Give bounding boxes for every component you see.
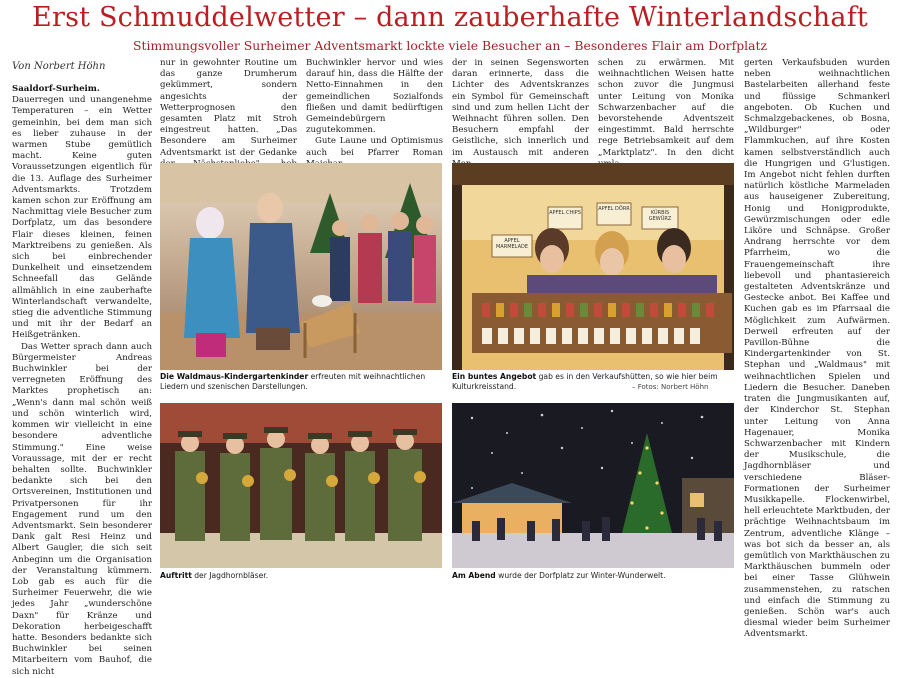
paragraph: gerten Verkaufsbuden wurden neben weihnachtlichen Bastelarbeiten allerhand feste und flüssige Schmankerl angeboten. Ob Kuchen und Schmalzgebackenes, ob Bosna, „Wildburger" oder Flammkuchen, auf ihre Kosten kamen selbstverständlich auch die Hungrigen und G'lustigen. Im Angebot nicht fehlen durften natürlich köstliche Marmeladen aus hauseigener Zubereitung, Honig und Honigprodukte, Gewürzmischungen oder edle Liköre und Schnäpse. Großer Andrang herrschte vor dem Pfarrheim, wo die Frauengemeinschaft ihre liebevoll und phantasiereich gestalteten Adventskränze und Gestecke anbot. Bei Kaffee und Kuchen gab es im Pfarrsaal die Möglichkeit zum Aufwärmen. Derweil erfreuten auf der Pavillon-Bühne die Kindergartenkinder von St. Stephan und „Waldmaus" mit weihnachtlichen Spielen und Liedern die Besucher. Daneben traten die Jungmusikanten auf, der Kinderchor St. Stephan unter Leitung von Anna Hagenauer, Monika Schwarzenbacher mit Kindern der Musikschule, die Jagdhornbläser und verschiedene Bläser-Formationen der Surheimer Musikkapelle. Flockenwirbel, hell erleuchtete Marktbuden, der prächtige Weihnachtsbaum im Zentrum, adventliche Klänge – was bot sich da besser an, als gemütlich von Markthäuschen zu Markthäuschen bummeln oder bei einer Tasse Glühwein zusammenstehen, zu ratschen und einfach die Stimmung zu genießen. Schön war's auch diesmal wieder beim Surheimer Adventsmarkt. [744, 58, 890, 640]
caption-photo-3: Auftritt der Jagdhornbläser. [160, 571, 269, 580]
article-column-2 [160, 58, 297, 158]
caption-photo-2: Ein buntes Angebot gab es in den Verkaufshütten, so wie hier beim Kulturkreisstand. [452, 372, 718, 391]
stall-sign: APFEL MARMELADE [495, 238, 528, 250]
article-column-4 [452, 58, 589, 158]
photo-horn-players [160, 403, 442, 568]
byline: Von Norbert Höhn [12, 61, 106, 72]
stall-sign: APFEL CHIPS [549, 210, 581, 216]
paragraph: Dauerregen und unangenehme Temperaturen – ein Wetter gemeinhin, bei dem man sich es lieber zuhause in der warmen Stube gemütlich macht. Keine guten Voraussetzungen eigentlich für die 13. Auflage des Surheimer Adventsmarkts. Trotzdem kamen schon zur Eröffnung am Nachmittag viele Besucher zum Dorfplatz, um das besondere Flair dieses kleinen, feinen Marktreibens zu genießen. Als sich bei einbrechender Dunkelheit und einsetzendem Schneefall das Gelände allmählich in eine zauberhafte Winterlandschaft verwandelte, stieg die adventliche Stimmung und mit ihr der Bedarf an Heißgetränken. [12, 95, 152, 341]
photo-evening-market [452, 403, 734, 568]
photo-credit: – Fotos: Norbert Höhn [632, 383, 709, 391]
paragraph: nur in gewohnter Routine um das ganze Drumherum gekümmert, sondern angesichts der Wetterprognosen den gesamten Platz mit Stroh eingestreut hatten. „Das Besondere am Surheimer Adventsmarkt ist der Gedanke [160, 58, 297, 158]
paragraph: Buchwinkler hervor und wies darauf hin, dass die Hälfte der Netto-Einnahmen in den gemeindlichen Sozialfonds fließen und damit bedürftigen Gemeindebürgern zugutekommen. [306, 58, 443, 136]
article-column-5 [598, 58, 734, 158]
dateline: Saaldorf-Surheim. [12, 84, 100, 94]
photo-kindergarten-children [160, 163, 442, 370]
paragraph: Gute Laune und Optimismus auch bei Pfarrer Roman [306, 136, 443, 158]
article-column-6 [744, 58, 890, 640]
paragraph: der in seinen Segensworten daran erinnerte, dass die Lichter des Adventskranzes ein Symbol für Gemeinschaft sind und zum hellen Licht der Weihnacht führen sollen. Den Besuchern empfahl der Geistliche, sich innerlich und im Austausch mit anderen [452, 58, 589, 158]
subheadline: Stimmungsvoller Surheimer Adventsmarkt lockte viele Besucher an – Besonderes Flair am Dorfplatz [133, 38, 767, 53]
stall-sign: KÜRBIS GEWÜRZ [648, 210, 672, 222]
headline: Erst Schmuddelwetter – dann zauberhafte Winterlandschaft [32, 2, 868, 33]
photo-market-stall [452, 163, 734, 370]
caption-photo-1: Die Waldmaus-Kindergartenkinder erfreuten mit weihnachtlichen Liedern und szenischen Darstellungen. [160, 372, 426, 391]
paragraph: schen zu erwärmen. Mit weihnachtlichen Weisen hatte schon zuvor die Jungmusi unter Leitung von Monika Schwarzenbacher auf die bevorstehende Adventszeit eingestimmt. Bald herrschte rege Betriebsamkeit auf dem „Marktplatz". In den dicht [598, 58, 734, 158]
stall-sign: APFEL DÖRR [598, 206, 630, 212]
paragraph: Das Wetter sprach dann auch Bürgermeister Andreas Buchwinkler bei der verregneten Eröffnung des Marktes prophetisch an: „Wenn's dann mal schön weiß und schön winterlich wird, kommen wir vielleicht in eine besondere adventliche Stimmung." Eine weise Voraussage, mit der er recht behalten sollte. Buchwinkler bedankte sich bei den Ortsvereinen, Institutionen und Privatpersonen für ihr Engagement rund um den Adventsmarkt. Sein besonderer Dank galt Resi Heinz und Albert Gaugler, die sich seit Anbeginn um die Organisation der Veranstaltung kümmern. Lob gab es auch für die Surheimer Feuerwehr, die wie jedes Jahr „wunderschöne Daxn" für Kränze und Dekoration herbeigeschafft hatte. Besonders bedankte sich Buchwinkler bei seinen Mitarbeitern vom Bauhof, die sich nicht [12, 341, 152, 677]
article-column-1 [12, 84, 152, 677]
article-column-3 [306, 58, 443, 158]
caption-photo-4: Am Abend wurde der Dorfplatz zur Winter-Wunderwelt. [452, 571, 666, 580]
